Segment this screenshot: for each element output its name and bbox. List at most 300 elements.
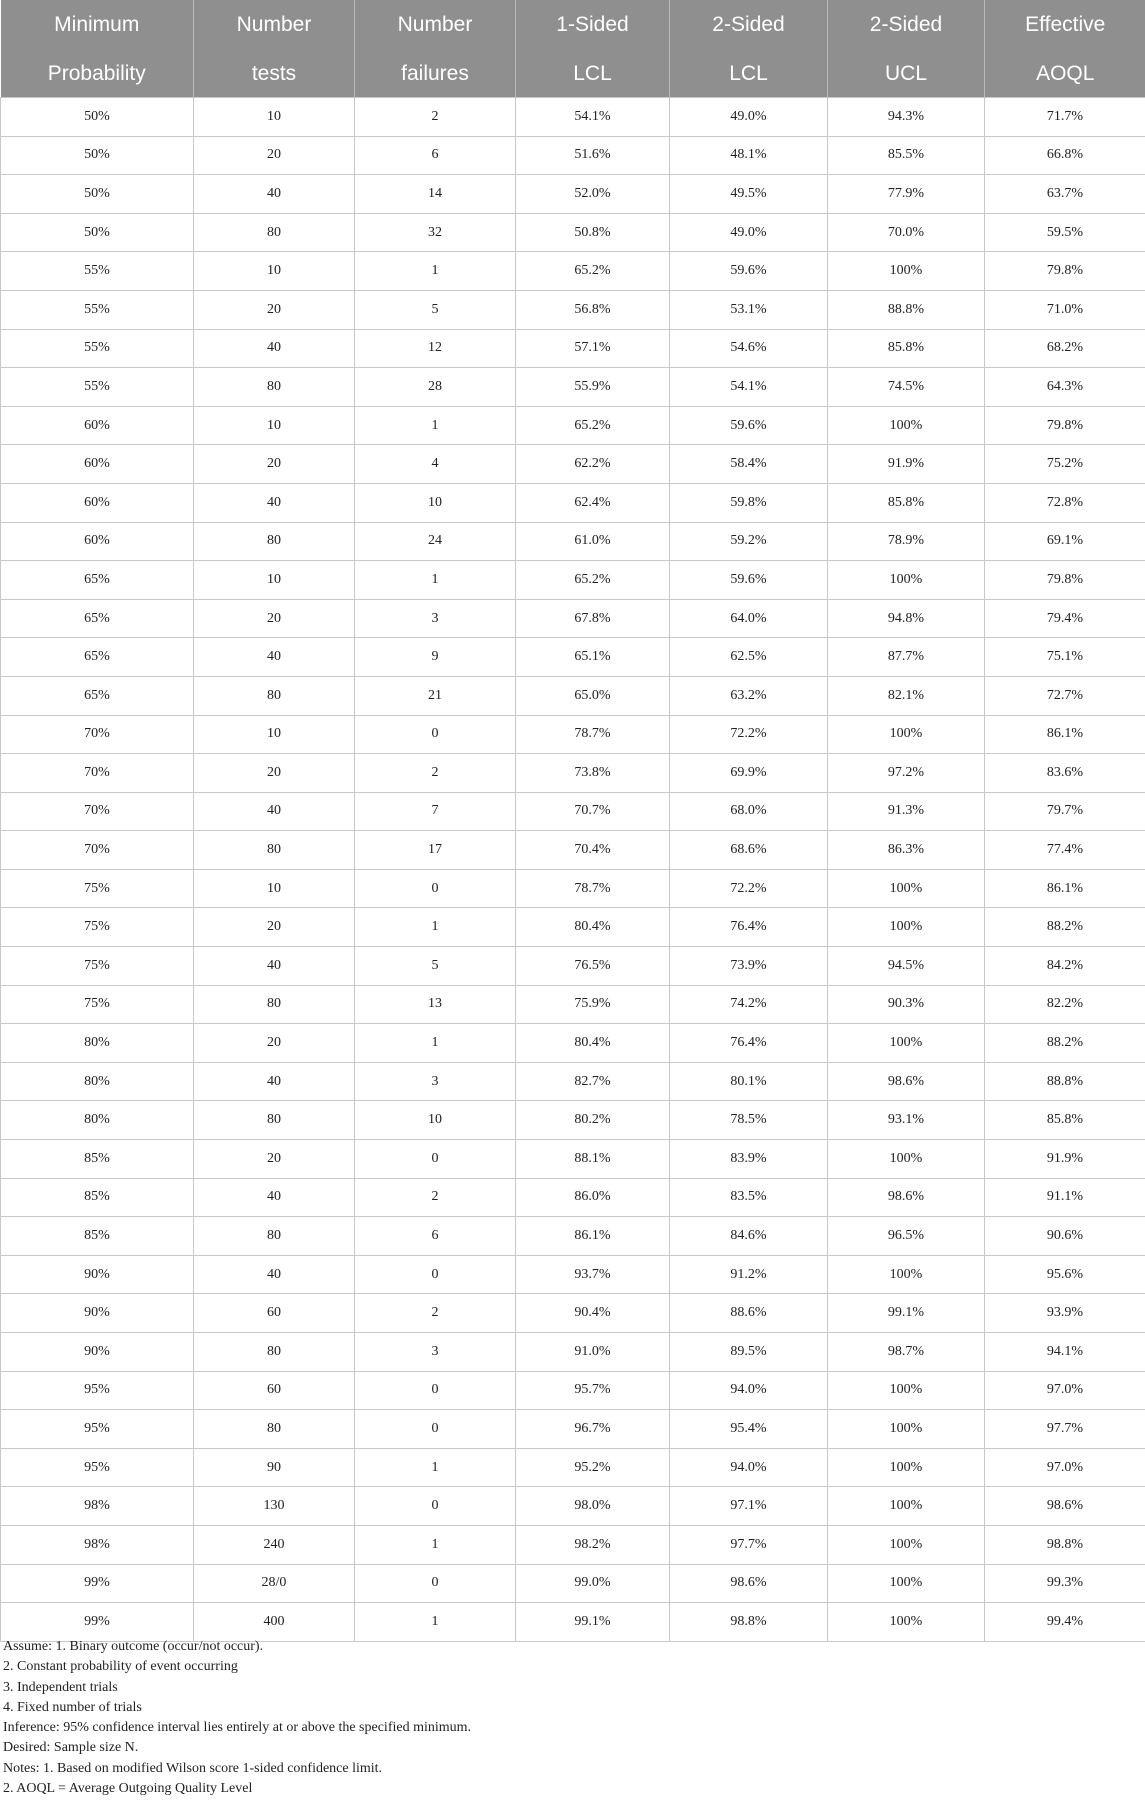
two-sided-ucl-cell: 100% <box>828 1603 985 1642</box>
two-sided-ucl-cell: 94.5% <box>828 947 985 986</box>
effective-aoql-cell: 79.8% <box>985 561 1145 600</box>
two-sided-ucl-cell: 100% <box>828 869 985 908</box>
number-failures-cell: 0 <box>355 1487 516 1526</box>
number-failures-cell: 2 <box>355 1178 516 1217</box>
effective-aoql-cell: 91.9% <box>985 1140 1145 1179</box>
minimum-probability-cell: 55% <box>1 368 194 407</box>
effective-aoql-cell: 72.7% <box>985 676 1145 715</box>
table-notes <box>3 1637 1143 1799</box>
table-row <box>1 792 1145 831</box>
two-sided-lcl-cell: 58.4% <box>670 445 828 484</box>
number-failures-cell: 1 <box>355 1525 516 1564</box>
number-failures-cell: 28 <box>355 368 516 407</box>
one-sided-lcl-cell: 70.7% <box>516 792 670 831</box>
minimum-probability-cell: 98% <box>1 1487 194 1526</box>
one-sided-lcl-cell: 93.7% <box>516 1255 670 1294</box>
number-tests-cell: 20 <box>194 1140 355 1179</box>
one-sided-lcl-cell: 98.0% <box>516 1487 670 1526</box>
table-row <box>1 1140 1145 1179</box>
one-sided-lcl-cell: 65.2% <box>516 252 670 291</box>
two-sided-ucl-cell: 88.8% <box>828 290 985 329</box>
two-sided-lcl-cell: 49.0% <box>670 213 828 252</box>
effective-aoql-cell: 88.2% <box>985 908 1145 947</box>
one-sided-lcl-cell: 70.4% <box>516 831 670 870</box>
effective-aoql-cell: 98.6% <box>985 1487 1145 1526</box>
number-tests-cell: 10 <box>194 715 355 754</box>
table-row <box>1 1525 1145 1564</box>
number-failures-cell: 3 <box>355 599 516 638</box>
two-sided-ucl-cell: 97.2% <box>828 754 985 793</box>
two-sided-ucl-cell: 77.9% <box>828 175 985 214</box>
effective-aoql-cell: 90.6% <box>985 1217 1145 1256</box>
number-tests-cell: 10 <box>194 252 355 291</box>
minimum-probability-cell: 60% <box>1 406 194 445</box>
effective-aoql-cell: 86.1% <box>985 715 1145 754</box>
minimum-probability-cell: 70% <box>1 754 194 793</box>
minimum-probability-cell: 65% <box>1 561 194 600</box>
effective-aoql-cell: 69.1% <box>985 522 1145 561</box>
number-tests-cell: 40 <box>194 1255 355 1294</box>
table-row <box>1 1487 1145 1526</box>
table-row <box>1 406 1145 445</box>
two-sided-lcl-cell: 74.2% <box>670 985 828 1024</box>
header-2-sided-ucl: 2-Sided <box>828 0 985 50</box>
number-tests-cell: 20 <box>194 908 355 947</box>
two-sided-lcl-cell: 76.4% <box>670 1024 828 1063</box>
one-sided-lcl-cell: 61.0% <box>516 522 670 561</box>
one-sided-lcl-cell: 65.0% <box>516 676 670 715</box>
number-failures-cell: 1 <box>355 1603 516 1642</box>
minimum-probability-cell: 65% <box>1 599 194 638</box>
minimum-probability-cell: 60% <box>1 483 194 522</box>
table-row <box>1 1024 1145 1063</box>
number-tests-cell: 40 <box>194 175 355 214</box>
header-lcl-1: LCL <box>516 50 670 98</box>
note-line: Desired: Sample size N. <box>3 1740 139 1756</box>
effective-aoql-cell: 59.5% <box>985 213 1145 252</box>
table-row <box>1 1333 1145 1372</box>
number-failures-cell: 0 <box>355 1371 516 1410</box>
two-sided-ucl-cell: 100% <box>828 1371 985 1410</box>
number-failures-cell: 3 <box>355 1333 516 1372</box>
two-sided-ucl-cell: 82.1% <box>828 676 985 715</box>
minimum-probability-cell: 95% <box>1 1410 194 1449</box>
one-sided-lcl-cell: 80.4% <box>516 908 670 947</box>
number-tests-cell: 40 <box>194 329 355 368</box>
two-sided-lcl-cell: 59.8% <box>670 483 828 522</box>
two-sided-lcl-cell: 76.4% <box>670 908 828 947</box>
effective-aoql-cell: 93.9% <box>985 1294 1145 1333</box>
number-failures-cell: 10 <box>355 1101 516 1140</box>
number-tests-cell: 80 <box>194 831 355 870</box>
minimum-probability-cell: 50% <box>1 213 194 252</box>
minimum-probability-cell: 99% <box>1 1564 194 1603</box>
header-tests: tests <box>194 50 355 98</box>
minimum-probability-cell: 75% <box>1 947 194 986</box>
table-row <box>1 1564 1145 1603</box>
effective-aoql-cell: 79.7% <box>985 792 1145 831</box>
one-sided-lcl-cell: 75.9% <box>516 985 670 1024</box>
effective-aoql-cell: 85.8% <box>985 1101 1145 1140</box>
two-sided-lcl-cell: 72.2% <box>670 869 828 908</box>
two-sided-ucl-cell: 74.5% <box>828 368 985 407</box>
effective-aoql-cell: 83.6% <box>985 754 1145 793</box>
two-sided-ucl-cell: 100% <box>828 1410 985 1449</box>
one-sided-lcl-cell: 91.0% <box>516 1333 670 1372</box>
one-sided-lcl-cell: 80.4% <box>516 1024 670 1063</box>
header-1-sided: 1-Sided <box>516 0 670 50</box>
two-sided-lcl-cell: 63.2% <box>670 676 828 715</box>
table-row <box>1 715 1145 754</box>
one-sided-lcl-cell: 76.5% <box>516 947 670 986</box>
effective-aoql-cell: 99.4% <box>985 1603 1145 1642</box>
number-tests-cell: 130 <box>194 1487 355 1526</box>
number-tests-cell: 90 <box>194 1448 355 1487</box>
number-tests-cell: 240 <box>194 1525 355 1564</box>
two-sided-lcl-cell: 95.4% <box>670 1410 828 1449</box>
minimum-probability-cell: 80% <box>1 1024 194 1063</box>
two-sided-ucl-cell: 100% <box>828 1564 985 1603</box>
minimum-probability-cell: 50% <box>1 98 194 137</box>
effective-aoql-cell: 77.4% <box>985 831 1145 870</box>
table-row <box>1 1101 1145 1140</box>
minimum-probability-cell: 98% <box>1 1525 194 1564</box>
note-line: 3. Independent trials <box>3 1679 118 1695</box>
two-sided-ucl-cell: 93.1% <box>828 1101 985 1140</box>
table-row <box>1 252 1145 291</box>
one-sided-lcl-cell: 95.2% <box>516 1448 670 1487</box>
two-sided-lcl-cell: 98.6% <box>670 1564 828 1603</box>
number-failures-cell: 0 <box>355 1564 516 1603</box>
table-row <box>1 1294 1145 1333</box>
number-failures-cell: 0 <box>355 1255 516 1294</box>
two-sided-lcl-cell: 59.6% <box>670 252 828 291</box>
minimum-probability-cell: 65% <box>1 638 194 677</box>
minimum-probability-cell: 90% <box>1 1294 194 1333</box>
two-sided-lcl-cell: 80.1% <box>670 1062 828 1101</box>
minimum-probability-cell: 99% <box>1 1603 194 1642</box>
effective-aoql-cell: 79.4% <box>985 599 1145 638</box>
header-2-sided-lcl: 2-Sided <box>670 0 828 50</box>
two-sided-lcl-cell: 83.5% <box>670 1178 828 1217</box>
two-sided-lcl-cell: 78.5% <box>670 1101 828 1140</box>
minimum-probability-cell: 55% <box>1 252 194 291</box>
one-sided-lcl-cell: 62.2% <box>516 445 670 484</box>
number-tests-cell: 40 <box>194 1178 355 1217</box>
effective-aoql-cell: 79.8% <box>985 252 1145 291</box>
effective-aoql-cell: 97.0% <box>985 1448 1145 1487</box>
two-sided-ucl-cell: 100% <box>828 1487 985 1526</box>
two-sided-ucl-cell: 100% <box>828 561 985 600</box>
two-sided-ucl-cell: 100% <box>828 1255 985 1294</box>
header-row-1 <box>1 0 1145 50</box>
number-tests-cell: 80 <box>194 985 355 1024</box>
effective-aoql-cell: 91.1% <box>985 1178 1145 1217</box>
two-sided-ucl-cell: 70.0% <box>828 213 985 252</box>
two-sided-lcl-cell: 69.9% <box>670 754 828 793</box>
number-failures-cell: 1 <box>355 1448 516 1487</box>
two-sided-lcl-cell: 89.5% <box>670 1333 828 1372</box>
table-row <box>1 676 1145 715</box>
table-row <box>1 1371 1145 1410</box>
effective-aoql-cell: 95.6% <box>985 1255 1145 1294</box>
one-sided-lcl-cell: 88.1% <box>516 1140 670 1179</box>
table-header <box>1 0 1145 98</box>
number-tests-cell: 80 <box>194 1217 355 1256</box>
two-sided-lcl-cell: 49.5% <box>670 175 828 214</box>
number-tests-cell: 10 <box>194 406 355 445</box>
table-row <box>1 213 1145 252</box>
table-row <box>1 1410 1145 1449</box>
number-tests-cell: 20 <box>194 599 355 638</box>
two-sided-lcl-cell: 68.6% <box>670 831 828 870</box>
table-row <box>1 908 1145 947</box>
two-sided-ucl-cell: 94.8% <box>828 599 985 638</box>
effective-aoql-cell: 99.3% <box>985 1564 1145 1603</box>
two-sided-lcl-cell: 94.0% <box>670 1371 828 1410</box>
header-aoql: AOQL <box>985 50 1145 98</box>
two-sided-lcl-cell: 54.1% <box>670 368 828 407</box>
number-failures-cell: 3 <box>355 1062 516 1101</box>
two-sided-ucl-cell: 100% <box>828 406 985 445</box>
minimum-probability-cell: 95% <box>1 1448 194 1487</box>
two-sided-lcl-cell: 59.6% <box>670 406 828 445</box>
two-sided-lcl-cell: 54.6% <box>670 329 828 368</box>
effective-aoql-cell: 71.0% <box>985 290 1145 329</box>
table-row <box>1 869 1145 908</box>
two-sided-ucl-cell: 85.8% <box>828 483 985 522</box>
table-row <box>1 1178 1145 1217</box>
header-minimum: Minimum <box>1 0 194 50</box>
number-tests-cell: 20 <box>194 290 355 329</box>
two-sided-ucl-cell: 100% <box>828 715 985 754</box>
number-failures-cell: 1 <box>355 908 516 947</box>
two-sided-ucl-cell: 91.9% <box>828 445 985 484</box>
number-tests-cell: 400 <box>194 1603 355 1642</box>
two-sided-lcl-cell: 48.1% <box>670 136 828 175</box>
one-sided-lcl-cell: 78.7% <box>516 869 670 908</box>
two-sided-ucl-cell: 85.8% <box>828 329 985 368</box>
table-row <box>1 445 1145 484</box>
two-sided-ucl-cell: 100% <box>828 1448 985 1487</box>
minimum-probability-cell: 85% <box>1 1140 194 1179</box>
table-row <box>1 1217 1145 1256</box>
number-failures-cell: 6 <box>355 136 516 175</box>
table-row <box>1 290 1145 329</box>
two-sided-lcl-cell: 84.6% <box>670 1217 828 1256</box>
table-row <box>1 136 1145 175</box>
minimum-probability-cell: 90% <box>1 1333 194 1372</box>
header-effective: Effective <box>985 0 1145 50</box>
two-sided-lcl-cell: 97.7% <box>670 1525 828 1564</box>
one-sided-lcl-cell: 65.2% <box>516 561 670 600</box>
table-row <box>1 329 1145 368</box>
number-failures-cell: 4 <box>355 445 516 484</box>
two-sided-ucl-cell: 94.3% <box>828 98 985 137</box>
number-tests-cell: 80 <box>194 368 355 407</box>
one-sided-lcl-cell: 54.1% <box>516 98 670 137</box>
number-failures-cell: 14 <box>355 175 516 214</box>
two-sided-lcl-cell: 94.0% <box>670 1448 828 1487</box>
number-failures-cell: 24 <box>355 522 516 561</box>
minimum-probability-cell: 70% <box>1 715 194 754</box>
table-row <box>1 1062 1145 1101</box>
table-body <box>1 98 1145 1642</box>
one-sided-lcl-cell: 57.1% <box>516 329 670 368</box>
number-tests-cell: 80 <box>194 1410 355 1449</box>
two-sided-ucl-cell: 90.3% <box>828 985 985 1024</box>
table-row <box>1 483 1145 522</box>
note-line: Inference: 95% confidence interval lies entirely at or above the specified minimum. <box>3 1720 472 1736</box>
effective-aoql-cell: 66.8% <box>985 136 1145 175</box>
table-row <box>1 175 1145 214</box>
minimum-probability-cell: 50% <box>1 175 194 214</box>
effective-aoql-cell: 98.8% <box>985 1525 1145 1564</box>
two-sided-ucl-cell: 91.3% <box>828 792 985 831</box>
effective-aoql-cell: 79.8% <box>985 406 1145 445</box>
effective-aoql-cell: 64.3% <box>985 368 1145 407</box>
one-sided-lcl-cell: 73.8% <box>516 754 670 793</box>
number-tests-cell: 80 <box>194 676 355 715</box>
note-line: 2. Constant probability of event occurring <box>3 1659 238 1675</box>
table-row <box>1 985 1145 1024</box>
minimum-probability-cell: 80% <box>1 1062 194 1101</box>
number-failures-cell: 10 <box>355 483 516 522</box>
minimum-probability-cell: 50% <box>1 136 194 175</box>
header-lcl-2: LCL <box>670 50 828 98</box>
one-sided-lcl-cell: 52.0% <box>516 175 670 214</box>
note-line: 2. AOQL = Average Outgoing Quality Level <box>3 1781 253 1797</box>
note-line: Assume: 1. Binary outcome (occur/not occur). <box>3 1639 264 1654</box>
header-failures: failures <box>355 50 516 98</box>
minimum-probability-cell: 75% <box>1 908 194 947</box>
note-line: Notes: 1. Based on modified Wilson score 1-sided confidence limit. <box>3 1760 383 1776</box>
two-sided-lcl-cell: 83.9% <box>670 1140 828 1179</box>
table-row <box>1 1603 1145 1642</box>
number-tests-cell: 40 <box>194 483 355 522</box>
header-number-tests: Number <box>194 0 355 50</box>
number-tests-cell: 10 <box>194 561 355 600</box>
one-sided-lcl-cell: 65.2% <box>516 406 670 445</box>
table-row <box>1 522 1145 561</box>
number-failures-cell: 0 <box>355 1140 516 1179</box>
number-failures-cell: 2 <box>355 98 516 137</box>
table-row <box>1 98 1145 137</box>
minimum-probability-cell: 55% <box>1 329 194 368</box>
two-sided-lcl-cell: 62.5% <box>670 638 828 677</box>
number-failures-cell: 5 <box>355 947 516 986</box>
header-number-failures: Number <box>355 0 516 50</box>
number-tests-cell: 80 <box>194 522 355 561</box>
one-sided-lcl-cell: 62.4% <box>516 483 670 522</box>
number-failures-cell: 1 <box>355 252 516 291</box>
number-failures-cell: 21 <box>355 676 516 715</box>
two-sided-lcl-cell: 88.6% <box>670 1294 828 1333</box>
two-sided-lcl-cell: 68.0% <box>670 792 828 831</box>
one-sided-lcl-cell: 98.2% <box>516 1525 670 1564</box>
number-tests-cell: 20 <box>194 136 355 175</box>
two-sided-lcl-cell: 53.1% <box>670 290 828 329</box>
effective-aoql-cell: 71.7% <box>985 98 1145 137</box>
one-sided-lcl-cell: 78.7% <box>516 715 670 754</box>
table-row <box>1 1448 1145 1487</box>
two-sided-ucl-cell: 100% <box>828 1140 985 1179</box>
effective-aoql-cell: 86.1% <box>985 869 1145 908</box>
minimum-probability-cell: 90% <box>1 1255 194 1294</box>
one-sided-lcl-cell: 55.9% <box>516 368 670 407</box>
number-tests-cell: 60 <box>194 1294 355 1333</box>
two-sided-ucl-cell: 98.6% <box>828 1178 985 1217</box>
effective-aoql-cell: 88.2% <box>985 1024 1145 1063</box>
effective-aoql-cell: 94.1% <box>985 1333 1145 1372</box>
number-failures-cell: 1 <box>355 561 516 600</box>
number-failures-cell: 5 <box>355 290 516 329</box>
effective-aoql-cell: 84.2% <box>985 947 1145 986</box>
minimum-probability-cell: 60% <box>1 522 194 561</box>
one-sided-lcl-cell: 56.8% <box>516 290 670 329</box>
number-failures-cell: 32 <box>355 213 516 252</box>
minimum-probability-cell: 95% <box>1 1371 194 1410</box>
two-sided-lcl-cell: 64.0% <box>670 599 828 638</box>
one-sided-lcl-cell: 86.1% <box>516 1217 670 1256</box>
one-sided-lcl-cell: 95.7% <box>516 1371 670 1410</box>
number-failures-cell: 1 <box>355 406 516 445</box>
header-row-2 <box>1 50 1145 98</box>
number-tests-cell: 10 <box>194 869 355 908</box>
number-tests-cell: 40 <box>194 792 355 831</box>
two-sided-lcl-cell: 59.2% <box>670 522 828 561</box>
number-tests-cell: 40 <box>194 638 355 677</box>
two-sided-ucl-cell: 85.5% <box>828 136 985 175</box>
one-sided-lcl-cell: 65.1% <box>516 638 670 677</box>
effective-aoql-cell: 75.1% <box>985 638 1145 677</box>
number-tests-cell: 20 <box>194 754 355 793</box>
two-sided-lcl-cell: 98.8% <box>670 1603 828 1642</box>
number-failures-cell: 2 <box>355 754 516 793</box>
effective-aoql-cell: 72.8% <box>985 483 1145 522</box>
minimum-probability-cell: 60% <box>1 445 194 484</box>
one-sided-lcl-cell: 99.0% <box>516 1564 670 1603</box>
two-sided-ucl-cell: 86.3% <box>828 831 985 870</box>
two-sided-ucl-cell: 100% <box>828 252 985 291</box>
two-sided-lcl-cell: 91.2% <box>670 1255 828 1294</box>
one-sided-lcl-cell: 99.1% <box>516 1603 670 1642</box>
number-tests-cell: 28/0 <box>194 1564 355 1603</box>
two-sided-lcl-cell: 73.9% <box>670 947 828 986</box>
one-sided-lcl-cell: 50.8% <box>516 213 670 252</box>
number-tests-cell: 40 <box>194 947 355 986</box>
minimum-probability-cell: 65% <box>1 676 194 715</box>
one-sided-lcl-cell: 86.0% <box>516 1178 670 1217</box>
table-row <box>1 638 1145 677</box>
number-failures-cell: 17 <box>355 831 516 870</box>
effective-aoql-cell: 97.0% <box>985 1371 1145 1410</box>
two-sided-ucl-cell: 98.7% <box>828 1333 985 1372</box>
two-sided-ucl-cell: 99.1% <box>828 1294 985 1333</box>
number-failures-cell: 0 <box>355 1410 516 1449</box>
effective-aoql-cell: 68.2% <box>985 329 1145 368</box>
number-failures-cell: 9 <box>355 638 516 677</box>
effective-aoql-cell: 88.8% <box>985 1062 1145 1101</box>
number-tests-cell: 80 <box>194 1333 355 1372</box>
one-sided-lcl-cell: 51.6% <box>516 136 670 175</box>
number-tests-cell: 20 <box>194 1024 355 1063</box>
two-sided-ucl-cell: 100% <box>828 1024 985 1063</box>
number-failures-cell: 13 <box>355 985 516 1024</box>
two-sided-ucl-cell: 87.7% <box>828 638 985 677</box>
number-tests-cell: 20 <box>194 445 355 484</box>
minimum-probability-cell: 80% <box>1 1101 194 1140</box>
